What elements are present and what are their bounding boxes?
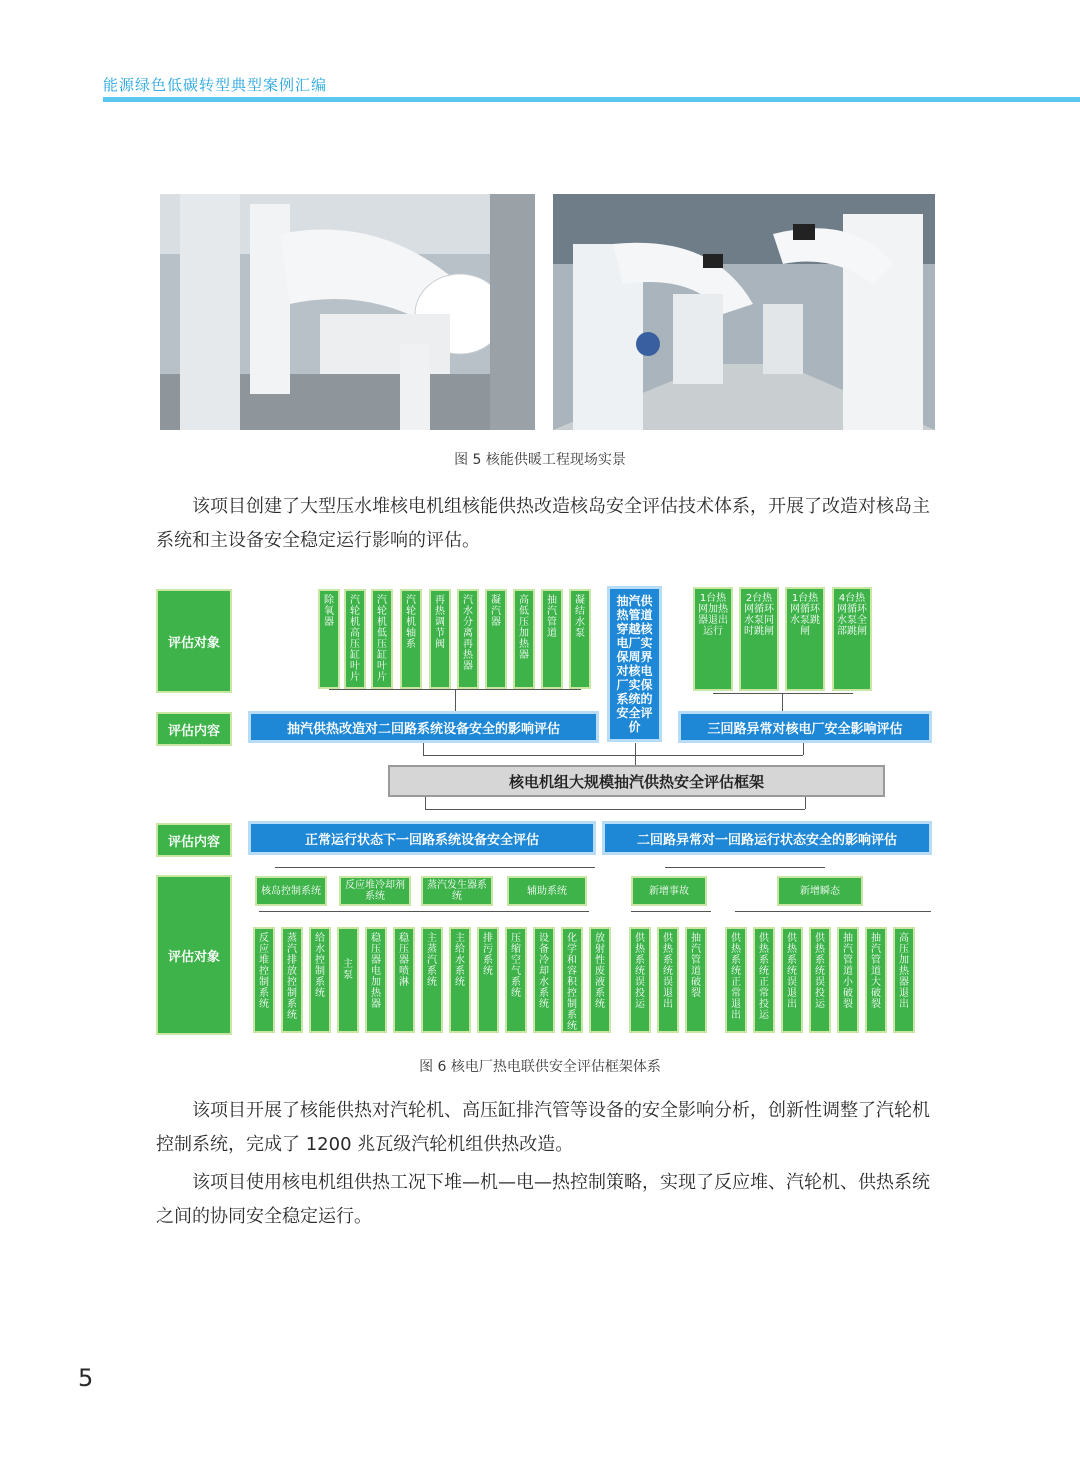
bottom-object-box: 供热系统正常投运 [753, 927, 775, 1033]
figure6-caption: 图 6 核电厂热电联供安全评估框架体系 [419, 1059, 661, 1075]
top-object-box: 凝汽器 [485, 589, 507, 689]
top-object-box: 凝结水泵 [569, 589, 591, 689]
connector-line [713, 693, 853, 694]
top-content-right-bar: 三回路异常对核电厂安全影响评估 [678, 711, 932, 743]
bottom-object-box: 供热系统正常退出 [725, 927, 747, 1033]
connector-line [635, 743, 636, 765]
connector-line [275, 867, 595, 868]
connector-line [782, 693, 783, 711]
photo-nuclear-heating-site-1 [160, 194, 535, 430]
right-object-box: 4台热网循环水泵全部跳闸 [832, 587, 872, 691]
group-box: 新增瞬态 [777, 876, 863, 906]
connector-line [425, 797, 426, 809]
connector-line [259, 911, 589, 912]
bottom-object-box: 反应堆控制系统 [253, 927, 275, 1033]
row-label-bottom-objects: 评估对象 [156, 875, 232, 1035]
paragraph-3 [156, 1166, 946, 1234]
bottom-content-left-bar: 正常运行状态下一回路系统设备安全评估 [248, 821, 596, 855]
group-box: 蒸汽发生器系统 [421, 876, 493, 906]
group-box: 反应堆冷却剂系统 [339, 876, 411, 906]
connector-line [423, 755, 803, 756]
framework-title-bar: 核电机组大规模抽汽供热安全评估框架 [388, 765, 885, 797]
connector-line [423, 743, 424, 755]
right-object-box: 1台热网循环水泵跳闸 [785, 587, 825, 691]
bottom-object-box: 供热系统误投运 [809, 927, 831, 1033]
right-object-box: 2台热网循环水泵同时跳闸 [739, 587, 779, 691]
row-label-top-objects: 评估对象 [156, 589, 232, 693]
header-rule [103, 97, 1080, 102]
row-label-top-content: 评估内容 [156, 712, 232, 746]
bottom-object-box: 高压加热器退出 [893, 927, 915, 1033]
bottom-object-box: 放射性废液系统 [589, 927, 611, 1033]
header-title: 能源绿色低碳转型典型案例汇编 [103, 76, 328, 94]
top-object-box: 抽汽管道 [541, 589, 563, 689]
right-object-box: 1台热网加热器退出运行 [693, 587, 733, 691]
bottom-object-box: 供热系统误投运 [629, 927, 651, 1033]
bottom-object-box: 主泵 [337, 927, 359, 1033]
connector-line [631, 911, 711, 912]
bottom-object-box: 稳压器喷淋 [393, 927, 415, 1033]
bottom-object-box: 稳压器电加热器 [365, 927, 387, 1033]
connector-line [665, 867, 825, 868]
row-label-bottom-content: 评估内容 [156, 823, 232, 857]
bottom-content-right-bar: 二回路异常对一回路运行状态安全的影响评估 [602, 821, 932, 855]
bottom-object-box: 主给水系统 [449, 927, 471, 1033]
connector-line [803, 743, 804, 755]
bottom-object-box: 压缩空气系统 [505, 927, 527, 1033]
connector-line [805, 797, 806, 809]
top-object-box: 汽轮机高压缸叶片 [344, 589, 366, 689]
group-box: 辅助系统 [507, 876, 587, 906]
top-object-box: 再热调节阀 [429, 589, 451, 689]
bottom-object-box: 供热系统误退出 [657, 927, 679, 1033]
bottom-object-box: 抽汽管道大破裂 [865, 927, 887, 1033]
top-object-box: 汽水分离再热器 [457, 589, 479, 689]
group-box: 新增事故 [631, 876, 707, 906]
bottom-object-box: 供热系统误退出 [781, 927, 803, 1033]
connector-line [455, 689, 456, 711]
figure5-caption: 图 5 核能供暖工程现场实景 [454, 452, 626, 468]
top-object-box: 汽轮机轴系 [400, 589, 422, 689]
bottom-object-box: 排污系统 [477, 927, 499, 1033]
bottom-object-box: 抽汽管道小破裂 [837, 927, 859, 1033]
connector-line [425, 809, 805, 810]
group-box: 核岛控制系统 [255, 876, 327, 906]
photo-nuclear-heating-site-2 [553, 194, 935, 430]
paragraph-1-text: 该项目创建了大型压水堆核电机组核能供热改造核岛安全评估技术体系，开展了改造对核岛主系统和主设备安全稳定运行影响的评估。 [156, 496, 930, 551]
bottom-object-box: 设备冷却水系统 [533, 927, 555, 1033]
top-object-box: 高低压加热器 [513, 589, 535, 689]
paragraph-3-text: 该项目使用核电机组供热工况下堆—机—电—热控制策略，实现了反应堆、汽轮机、供热系统之间的协同安全稳定运行。 [156, 1172, 930, 1227]
bottom-object-box: 给水控制系统 [309, 927, 331, 1033]
bottom-object-box: 主蒸汽系统 [421, 927, 443, 1033]
paragraph-2-text: 该项目开展了核能供热对汽轮机、高压缸排汽管等设备的安全影响分析，创新性调整了汽轮机控制系统，完成了 1200 兆瓦级汽轮机组供热改造。 [156, 1100, 930, 1155]
safety-assessment-framework-diagram [155, 583, 935, 1038]
page-number: 5 [78, 1364, 94, 1392]
bottom-object-box: 蒸汽排放控制系统 [281, 927, 303, 1033]
center-assessment-box: 抽汽供热管道穿越核电厂实保周界对核电厂实保系统的安全评价 [607, 586, 662, 742]
connector-line [735, 911, 931, 912]
top-object-box: 汽轮机低压缸叶片 [371, 589, 393, 689]
top-content-left-bar: 抽汽供热改造对二回路系统设备安全的影响评估 [248, 711, 599, 743]
paragraph-2 [156, 1094, 946, 1162]
bottom-object-box: 抽汽管道破裂 [685, 927, 707, 1033]
top-object-box: 除氧器 [318, 589, 340, 689]
bottom-object-box: 化学和容积控制系统 [561, 927, 583, 1033]
paragraph-1 [156, 490, 946, 558]
